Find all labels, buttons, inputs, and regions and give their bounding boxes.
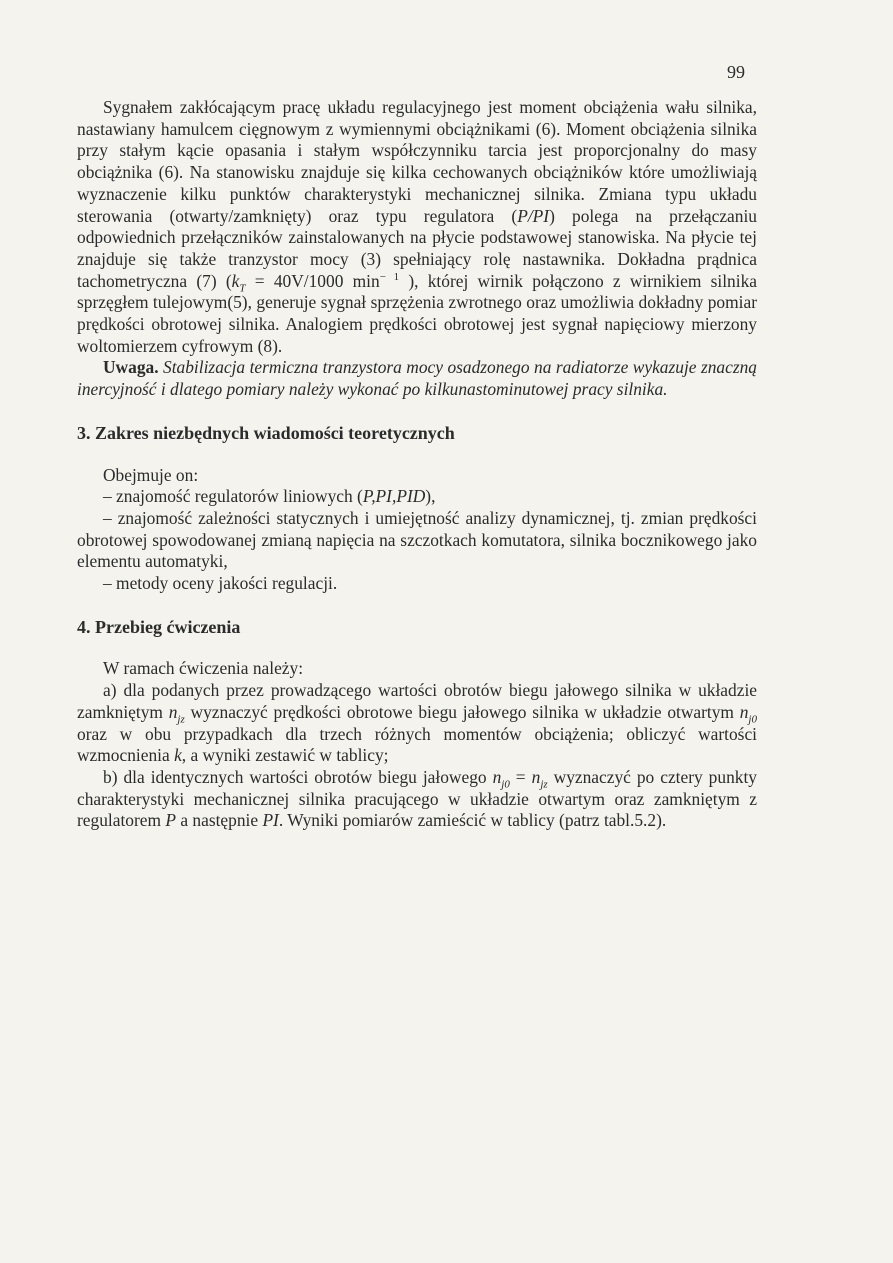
list-item-text: – znajomość regulatorów liniowych ( [103, 486, 363, 507]
paragraph-text: ), której wirnik połączono z wirnikiem silnika sprzęgłem tulejowym(5), generuje sygnał sprzężenia zwrotnego oraz umożliwia dokładny pomiar prędkości obrotowej silnika. Analogiem prędkości obrotowej jest sygnał napięciowy mierzony woltomierzem cyfrowym (8). [77, 270, 757, 356]
task-b [77, 767, 757, 832]
paragraph-text: ) polega na przełączaniu odpowiednich przełączników zainstalowanych na płycie podstawowej stanowiska. Na płycie tej znajduje się także tranzystor mocy (3) spełniający rolę nastawnika. Dokładna prądnica tachometryczna (7) ( [77, 205, 757, 291]
page-content [77, 97, 757, 832]
section-3-intro: Obejmuje on: [103, 464, 199, 485]
task-text: wyznaczyć po cztery punkty charakterystyki mechanicznej silnika pracującego w układzie otwartym oraz zamkniętym z regulatorem [77, 766, 757, 831]
kt-value: = 40V/1000 min [245, 270, 380, 291]
subscript-jz: jz [177, 713, 185, 726]
task-text: a następnie [176, 810, 263, 831]
kt-subscript: T [239, 282, 246, 295]
task-text: wyznaczyć prędkości obrotowe biegu jałowego silnika w układzie otwartym [184, 701, 740, 722]
note-text: Stabilizacja termiczna tranzystora mocy osadzonego na radiatorze wykazuje znaczną inercyjność i dlatego pomiary należy wykonać po kilkunastominutowej pracy silnika. [77, 357, 757, 400]
regulator-list: P,PI,PID [362, 486, 426, 507]
regulator-pi: PI [262, 810, 279, 831]
symbol-n: n [739, 701, 749, 722]
symbol-n: n [531, 766, 541, 787]
kt-exponent: − 1 [379, 270, 400, 283]
subscript-jz: jz [540, 778, 548, 791]
note-paragraph [77, 357, 757, 400]
symbol-n: n [168, 701, 178, 722]
symbol-n: n [492, 766, 502, 787]
section-3-heading: 3. Zakres niezbędnych wiadomości teoretycznych [77, 422, 455, 443]
list-item: – znajomość zależności statycznych i umiejętność analizy dynamicznej, tj. zmian prędkości obrotowej spowodowanej zmianą napięcia na szczotkach komutatora, silnika bocznikowego jako elementu automatyki, [77, 507, 757, 572]
list-item [77, 486, 757, 508]
section-4-intro: W ramach ćwiczenia należy: [103, 658, 304, 679]
section-4-heading: 4. Przebieg ćwiczenia [77, 616, 241, 637]
intro-paragraph [77, 97, 757, 357]
regulator-p: P [165, 810, 176, 831]
task-a [77, 680, 757, 767]
paragraph-text: Sygnałem zakłócającym pracę układu regulacyjnego jest moment obciążenia wału silnika, nastawiany hamulcem cięgnowym z wymiennymi obciążnikami (6). Moment obciążenia silnika przy stałym kącie opasania i stałym współczynniku tarcia jest proporcjonalny do masy obciążnika (6). Na stanowisku znajduje się kilka cechowanych obciążników które umożliwiają wyznaczenie kilku punktów charakterystyki mechanicznej silnika. Zmiana typu układu sterowania (otwarty/zamknięty) oraz typu regulatora ( [77, 97, 757, 226]
task-text: . Wyniki pomiarów zamieścić w tablicy (patrz tabl.5.2). [278, 810, 667, 831]
task-text: , a wyniki zestawić w tablicy; [181, 745, 389, 766]
symbol-k: k [174, 745, 182, 766]
subscript-j0: j0 [501, 778, 510, 791]
task-text: oraz w obu przypadkach dla trzech różnych momentów obciążenia; obliczyć wartości wzmocnienia [77, 723, 757, 766]
equals-sign: = [509, 766, 532, 787]
page-number: 99 [727, 62, 745, 82]
list-item: – metody oceny jakości regulacji. [103, 573, 338, 594]
kt-symbol: k [231, 270, 240, 291]
list-item-text: ), [425, 486, 436, 507]
task-text: b) dla identycznych wartości obrotów biegu jałowego [103, 766, 493, 787]
subscript-j0: j0 [748, 713, 757, 726]
note-label: Uwaga. [103, 357, 159, 378]
regulator-types: P/PI [517, 205, 550, 226]
task-text: a) dla podanych przez prowadzącego wartości obrotów biegu jałowego silnika w układzie zamkniętym [77, 680, 757, 722]
